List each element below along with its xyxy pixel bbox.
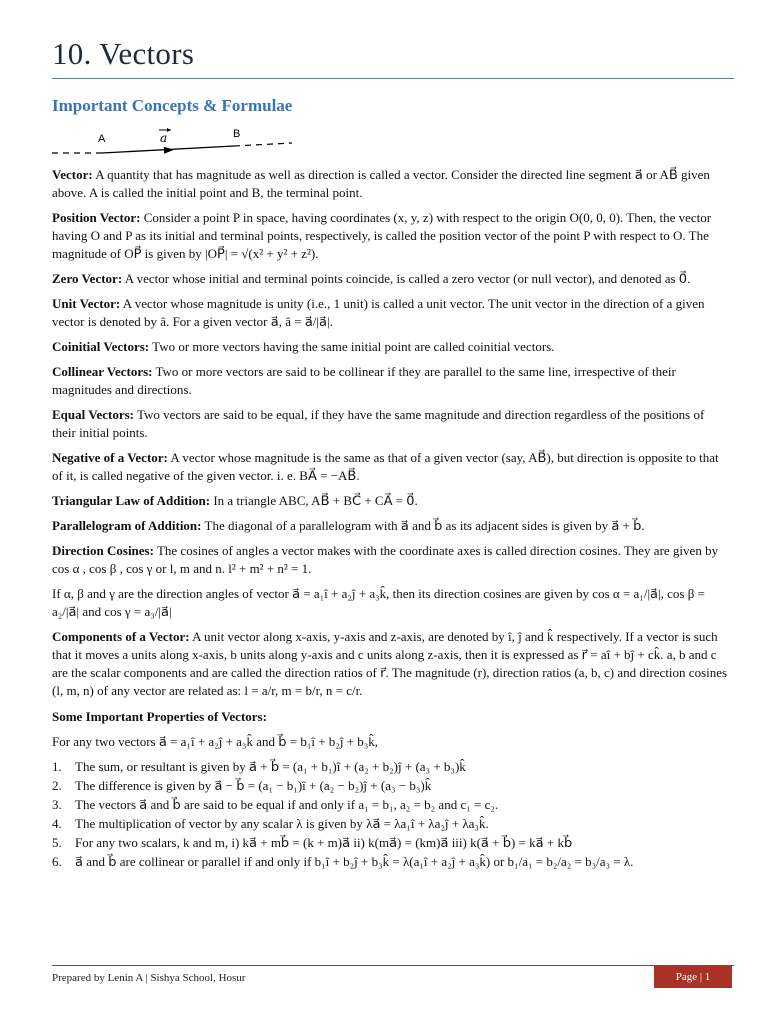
properties-intro: For any two vectors a⃗ = a₁î + a₂ĵ + a₃k̂ and b⃗ = b₁î + b₂ĵ + b₃k̂, (52, 734, 379, 749)
properties-list (52, 758, 728, 871)
paragraph-zero-vector: Zero Vector: A vector whose initial and terminal points coincide, is called a zero vector (or null vector), and denoted as 0⃗. (52, 271, 691, 286)
vec-arrow-head (167, 128, 171, 132)
footer-divider (52, 965, 734, 966)
paragraph-position-vector: Position Vector: Consider a point P in space, having coordinates (x, y, z) with respect to the origin O(0, 0, 0). Then, the vector having O and P as its initial and terminal points, respectively, is called the position vector of the point P with respect to O. The magnitude of OP⃗ is given by |OP⃗| = √(x² + y² + z²). (52, 210, 712, 261)
arrow-head (164, 146, 174, 154)
paragraph-parallelogram: Parallelogram of Addition: The diagonal of a parallelogram with a⃗ and b⃗ as its adjacent sides is given by a⃗ + b⃗. (52, 518, 645, 533)
paragraph-direction-cosines: Direction Cosines: The cosines of angles a vector makes with the coordinate axes is called direction cosines. They are given by cos α , cos β , cos γ or l, m and n. l² + m² + n² = 1. (52, 543, 719, 576)
vector-diagram (52, 124, 302, 164)
paragraph-collinear-vectors: Collinear Vectors: Two or more vectors are said to be collinear if they are parallel to the same line, irrespective of their magnitudes and directions. (52, 364, 676, 397)
page-title: 10. Vectors (52, 36, 195, 71)
list-item: 1. The sum, or resultant is given by a⃗ + b⃗ = (a₁ + b₁)î + (a₂ + b₂)ĵ + (a₃ + b₃)k̂ (52, 759, 466, 774)
list-item: 5. For any two scalars, k and m, i) ka⃗ + mb⃗ = (k + m)a⃗ ii) k(ma⃗) = (km)a⃗ iii) k(a⃗ + b⃗) = ka⃗ + kb⃗ (52, 835, 573, 850)
paragraph-direction-angles: If α, β and γ are the direction angles of vector a⃗ = a₁î + a₂ĵ + a₃k̂, then its direction cosines are given by cos α = a₁/|a⃗|, cos β = a₂/|a⃗| and cos γ = a₃/|a⃗| (52, 586, 705, 619)
paragraph-equal-vectors: Equal Vectors: Two vectors are said to be equal, if they have the same magnitude and direction regardless of the positions of their initial points. (52, 407, 705, 440)
content-body (52, 166, 728, 872)
paragraph-coinitial-vectors: Coinitial Vectors: Two or more vectors having the same initial point are called coinitial vectors. (52, 339, 555, 354)
title-divider (52, 78, 734, 79)
label-vec-a: a (160, 131, 168, 145)
footer-credit: Prepared by Lenin A | Sishya School, Hosur (52, 972, 246, 984)
section-heading: Important Concepts & Formulae (52, 96, 293, 115)
list-item: 6. a⃗ and b⃗ are collinear or parallel if and only if b₁î + b₂ĵ + b₃k̂ = λ(a₁î + a₂ĵ + a₃k̂) or b₁/a₁ = b₂/a₂ = b₃/a₃ = λ. (52, 854, 634, 869)
paragraph-triangular-law: Triangular Law of Addition: In a triangle ABC, AB⃗ + BC⃗ + CA⃗ = 0⃗. (52, 493, 418, 508)
list-item: 3. The vectors a⃗ and b⃗ are said to be equal if and only if a₁ = b₁, a₂ = b₂ and c₁ = c₂. (52, 797, 499, 812)
label-a: A (98, 133, 106, 145)
paragraph-components: Components of a Vector: A unit vector along x-axis, y-axis and z-axis, are denoted by î, ĵ and k̂ respectively. If a vector is such that it moves a units along x-axis, b units along y-axis and c units along z-axis, then it is expressed as r⃗ = aî + bĵ + ck̂. a, b and c are the scalar components and are called the direction ratios of r⃗. The magnitude (r), direction ratios (a, b, c) and direction cosines (l, m, n) of any vector are related as: l = a/r, m = b/r, n = c/r. (52, 629, 728, 698)
list-item: 2. The difference is given by a⃗ − b⃗ = (a₁ − b₁)î + (a₂ − b₂)ĵ + (a₃ − b₃)k̂ (52, 778, 432, 793)
dash-right (234, 143, 292, 146)
paragraph-vector: Vector: A quantity that has magnitude as well as direction is called a vector. Consider the directed line segment a⃗ or AB⃗ given above. A is called the initial point and B, the terminal point. (52, 167, 710, 200)
properties-title: Some Important Properties of Vectors: (52, 709, 267, 724)
paragraph-negative-vector: Negative of a Vector: A vector whose magnitude is the same as that of a given vector (say, AB⃗), but direction is opposite to that of it, is called negative of the given vector. i. e. BA⃗ = −AB⃗. (52, 450, 719, 483)
list-item: 4. The multiplication of vector by any scalar λ is given by λa⃗ = λa₁î + λa₂ĵ + λa₃k̂. (52, 816, 489, 831)
page-number-badge: Page | 1 (654, 966, 732, 988)
label-b: B (233, 128, 241, 140)
paragraph-unit-vector: Unit Vector: A vector whose magnitude is unity (i.e., 1 unit) is called a unit vector. The unit vector in the direction of a given vector is denoted by â. For a given vector a⃗, â = a⃗/|a⃗|. (52, 296, 705, 329)
